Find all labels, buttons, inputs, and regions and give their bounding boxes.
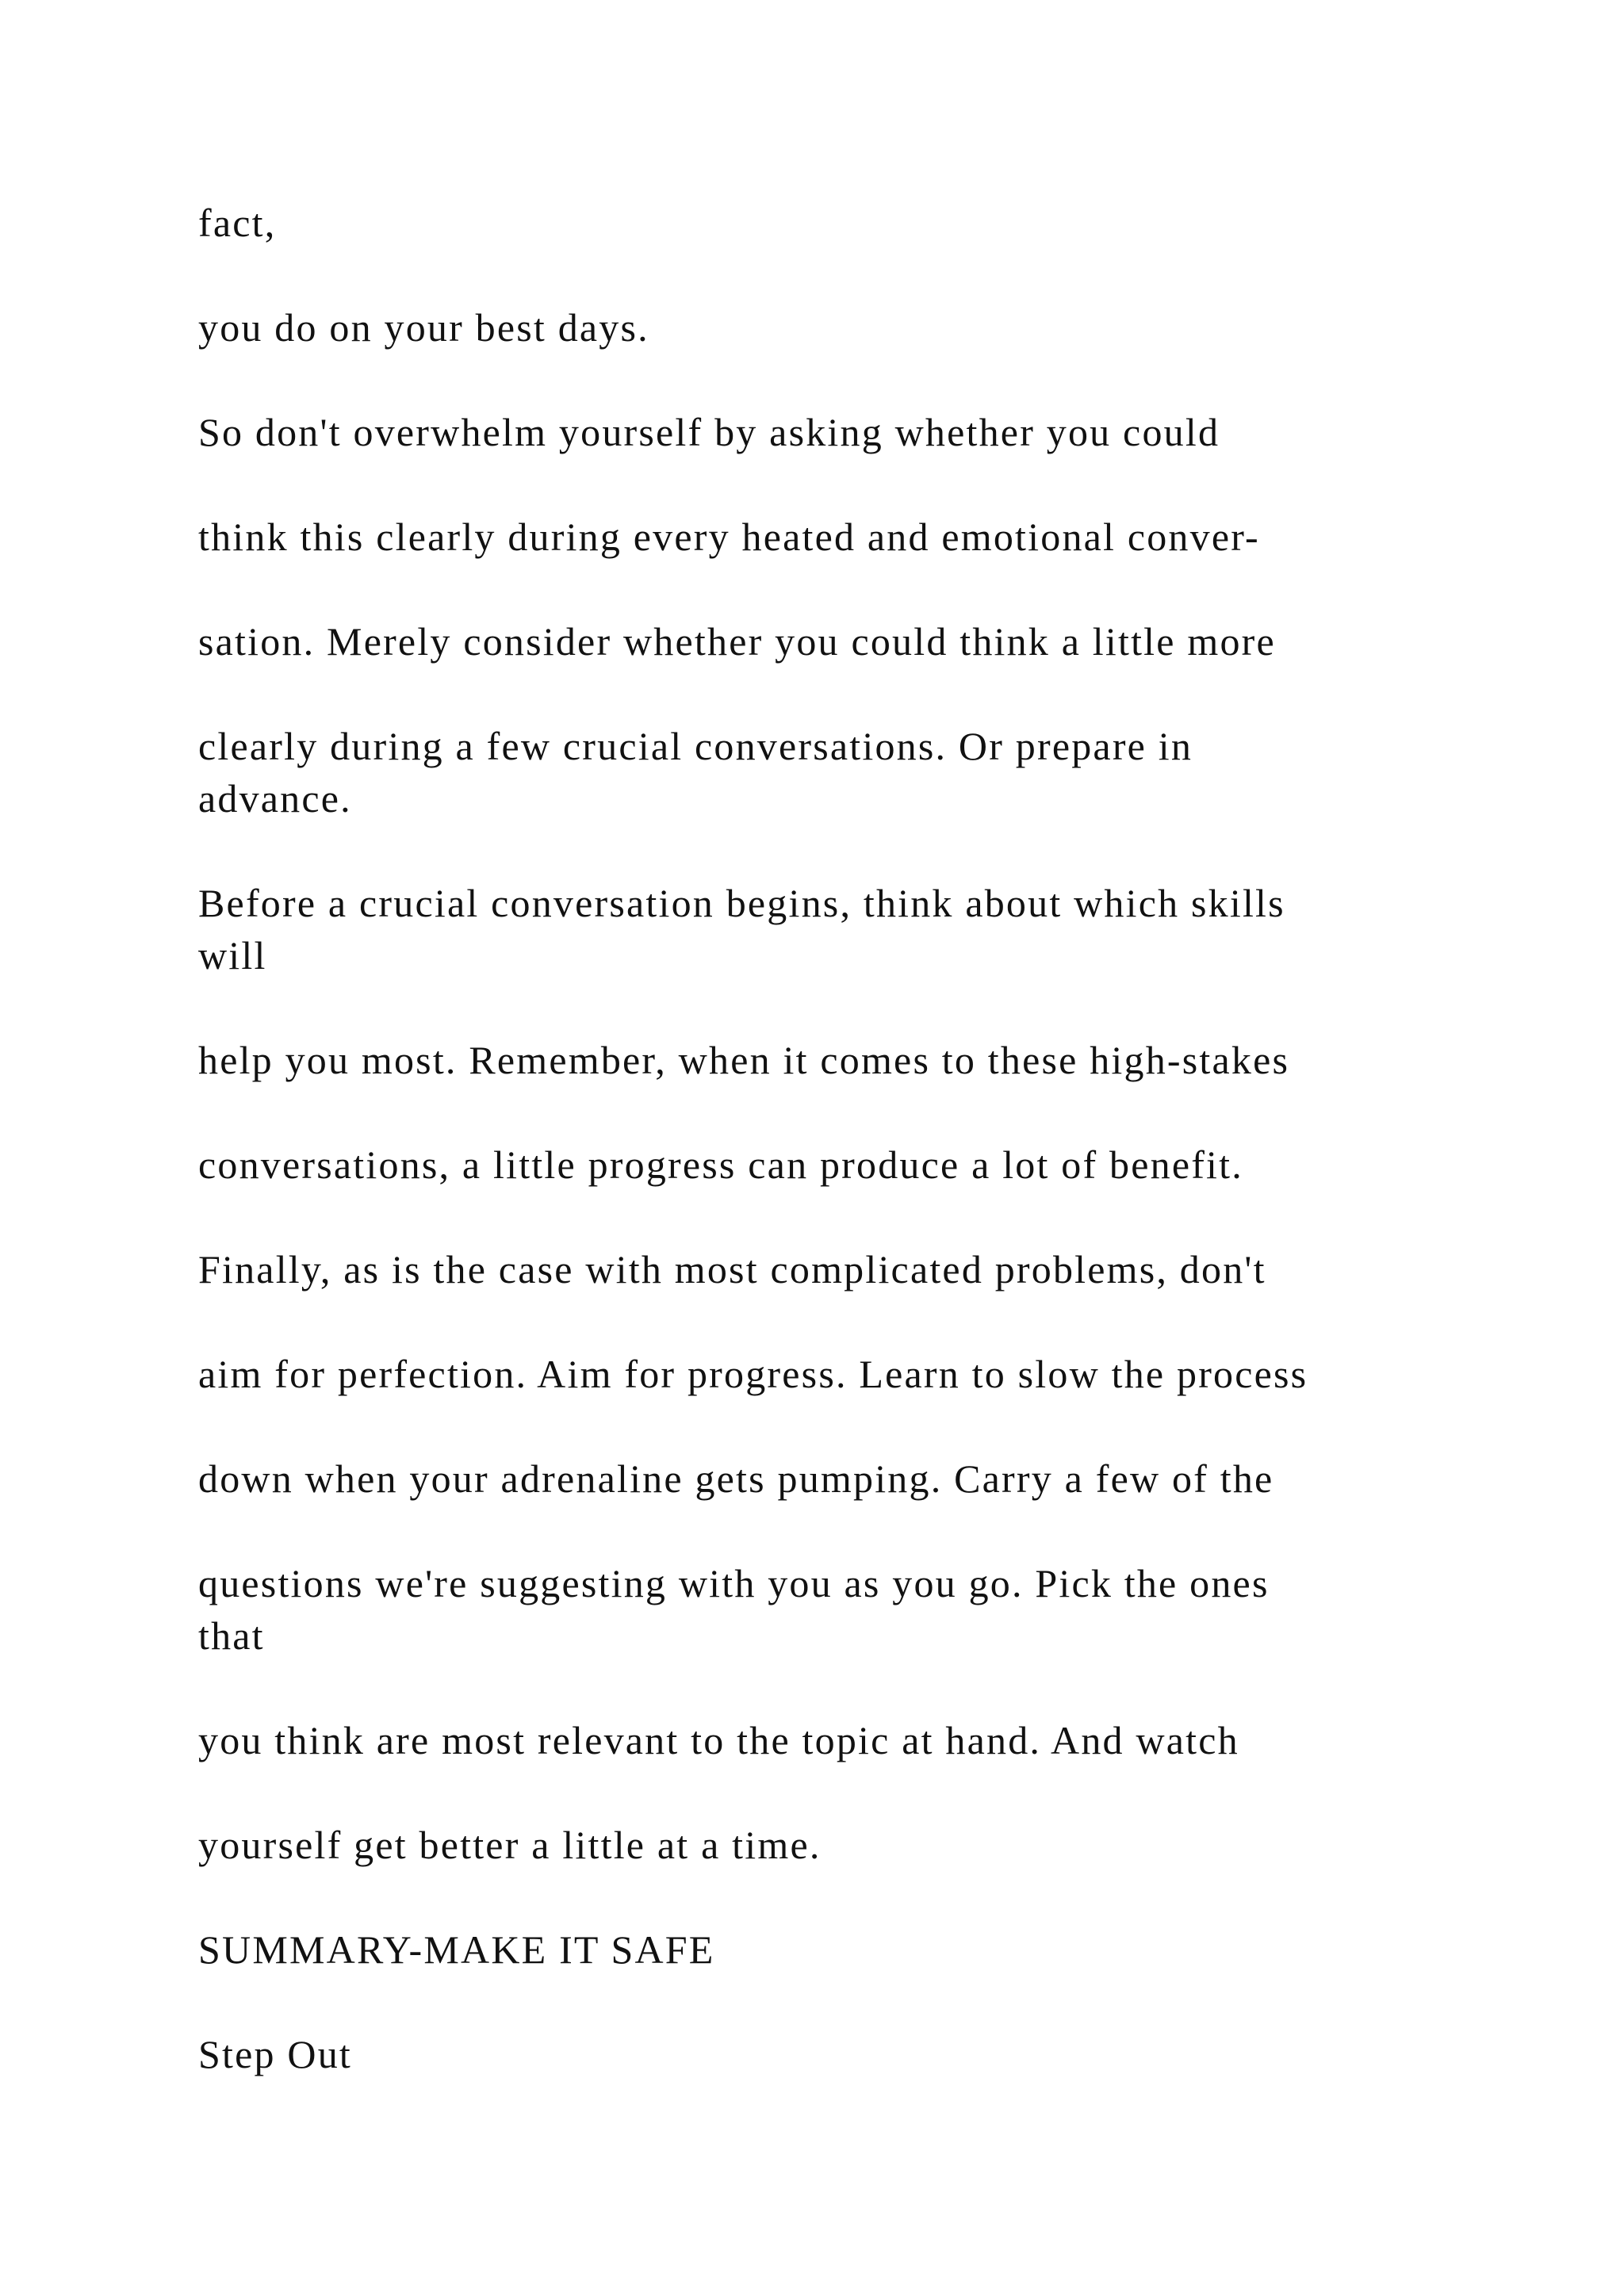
- text-line: help you most. Remember, when it comes to these high-stakes: [198, 1038, 1290, 1082]
- text-line: down when your adrenaline gets pumping. Carry a few of the: [198, 1456, 1274, 1501]
- text-line: conversations, a little progress can produce a lot of benefit.: [198, 1142, 1243, 1187]
- text-line: So don't overwhelm yourself by asking whether you could: [198, 410, 1220, 454]
- text-line: clearly during a few crucial conversations. Or prepare in: [198, 724, 1193, 768]
- text-line: Finally, as is the case with most complicated problems, don't: [198, 1247, 1266, 1292]
- text-line: that: [198, 1613, 265, 1658]
- text-line: think this clearly during every heated and emotional conver-: [198, 515, 1260, 559]
- text-line: sation. Merely consider whether you could think a little more: [198, 619, 1276, 664]
- text-line: fact,: [198, 201, 277, 245]
- text-line: you think are most relevant to the topic at hand. And watch: [198, 1718, 1239, 1762]
- section-heading: SUMMARY-MAKE IT SAFE: [198, 1927, 715, 1972]
- text-line: aim for perfection. Aim for progress. Learn to slow the process: [198, 1352, 1308, 1396]
- subheading: Step Out: [198, 2032, 352, 2076]
- text-line: you do on your best days.: [198, 305, 649, 350]
- text-line: questions we're suggesting with you as you go. Pick the ones: [198, 1561, 1270, 1605]
- text-line: yourself get better a little at a time.: [198, 1823, 822, 1867]
- text-line: advance.: [198, 776, 352, 821]
- text-line: Before a crucial conversation begins, think about which skills: [198, 881, 1285, 925]
- text-line: will: [198, 933, 267, 978]
